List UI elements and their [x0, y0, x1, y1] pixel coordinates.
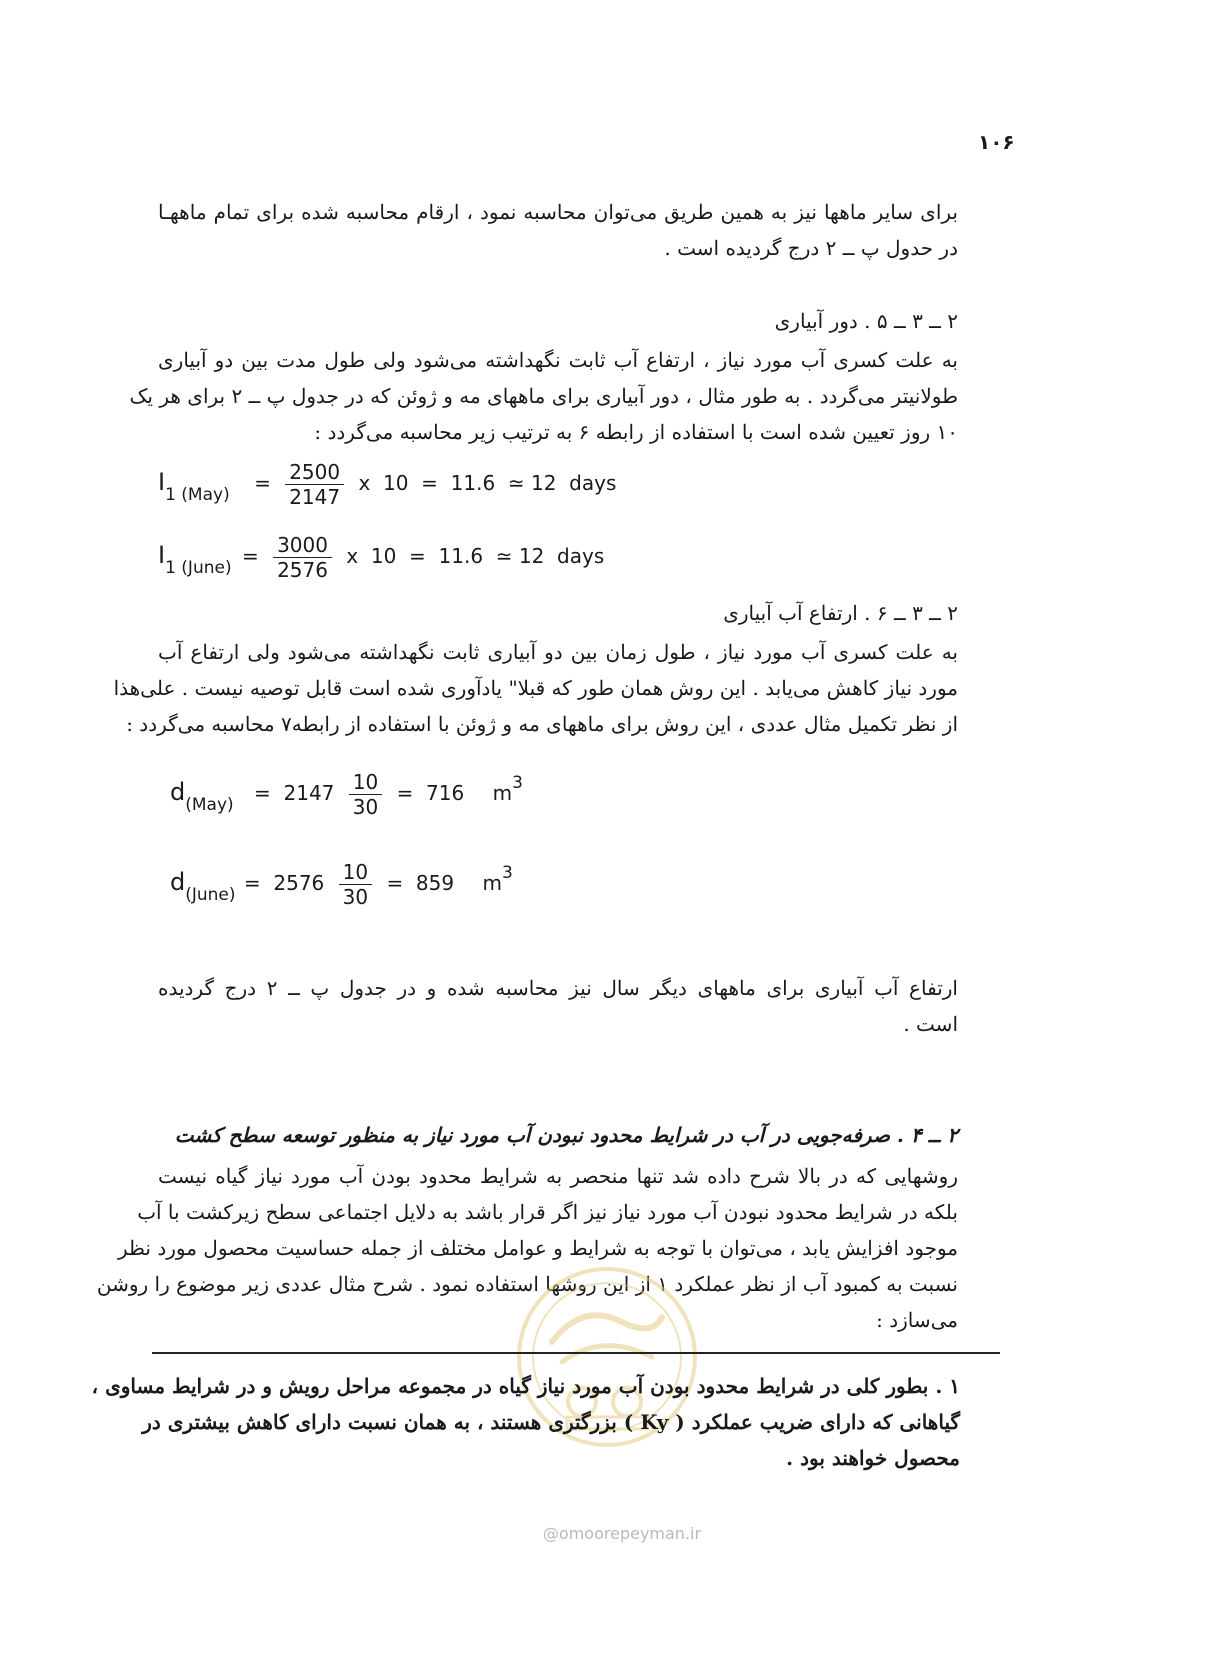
- equation-rest: x 10 = 11.6 ≃ 12 days: [346, 544, 605, 568]
- paragraph-line: برای سایر ماهها نیز به همین طریق می‌توان محاسبه نمود ، ارقام محاسبه شده برای تمام ماههـا: [158, 200, 958, 224]
- footnote-line: گیاهانی که دارای ضریب عملکرد ( Ky ) بزرگتری هستند ، به همان نسبت دارای کاهش بیشتری در: [142, 1410, 960, 1434]
- paragraph-4: [158, 970, 958, 1042]
- equation-fraction: [273, 533, 332, 582]
- equation-unit: m: [492, 781, 513, 805]
- paragraph-line: به علت کسری آب مورد نیاز ، ارتفاع آب ثابت نگهداشته می‌شود ولی طول مدت بین دو آبیاری: [158, 348, 958, 372]
- equation-unit: m: [482, 871, 502, 895]
- equation-subscript: (May): [185, 795, 234, 815]
- fraction-numerator: 3000: [273, 533, 332, 558]
- paragraph-line: موجود افزایش یابد ، می‌توان با توجه به شرایط و عوامل مختلف از جمله حساسیت محصول مورد نظر: [117, 1236, 958, 1260]
- equation-fraction: [349, 770, 382, 819]
- watermark-url: @omoorepeyman.ir: [542, 1524, 702, 1543]
- equation-depth-june: [170, 860, 513, 909]
- fraction-denominator: 2147: [289, 485, 341, 509]
- section-heading-water-saving: ۲ ــ ۴ . صرفه‌جویی در آب در شرایط محدود نبودن آب مورد نیاز به منظور توسعه سطح کشت: [174, 1123, 958, 1147]
- equation-lead: = 2147: [254, 781, 335, 805]
- equation-rest: x 10 = 11.6 ≃ 12 days: [358, 471, 617, 495]
- equation-interval-may: $I_{1 (May)}$ = $\frac{2500}{2147}$ x 10 = 11.6 ≃ 12 days: [158, 460, 617, 509]
- paragraph-line: ارتفاع آب آبیاری برای ماههای دیگر سال نیز محاسبه شده و در جدول پ ــ ۲ درج گردیده: [158, 976, 958, 1000]
- equation-exponent: 3: [501, 863, 513, 883]
- paragraph-line: بلکه در شرایط محدود نبودن آب مورد نیاز نیز اگر قرار باشد به دلایل اجتماعی سطح زیرکشت با آب: [137, 1200, 958, 1224]
- paragraph-3: [113, 634, 958, 742]
- paragraph-line: ۱۰ روز تعیین شده است با استفاده از رابطه ۶ به ترتیب زیر محاسبه می‌گردد :: [314, 420, 958, 444]
- equation-symbol: I: [158, 541, 166, 569]
- section-heading-irrigation-depth: ۲ ــ ۳ ــ ۶ . ارتفاع آب آبیاری: [723, 601, 958, 625]
- equation-depth-may: [170, 770, 523, 819]
- paragraph-1: [158, 194, 958, 266]
- equation-symbol: d: [170, 868, 186, 896]
- paragraph-line: مورد نیاز کاهش می‌یابد . این روش همان طور که قبلا" یادآوری شده است قابل توصیه نیست . علی‌هذا: [113, 676, 958, 700]
- fraction-numerator: 10: [339, 860, 372, 885]
- paragraph-line: به علت کسری آب مورد نیاز ، طول زمان بین دو آبیاری ثابت نگهداشته می‌شود ولی ارتفاع آب: [158, 640, 958, 664]
- footnote-line: محصول خواهند بود .: [786, 1446, 960, 1470]
- paragraph-line: نسبت به کمبود آب از نظر عملکرد ۱ از این روشها استفاده نمود . شرح مثال عددی زیر موضوع را روشن: [96, 1272, 958, 1296]
- equation-subscript: 1 (May): [165, 485, 230, 505]
- equation-subscript: 1 (June): [165, 558, 232, 578]
- paragraph-line: می‌سازد :: [876, 1308, 958, 1332]
- page-number: ۱۰۶: [978, 130, 1015, 154]
- section-heading-irrigation-interval: ۲ ــ ۳ ــ ۵ . دور آبیاری: [774, 309, 958, 333]
- fraction-denominator: 30: [342, 885, 369, 909]
- equation-lead: = 2576: [243, 871, 325, 895]
- equation-rest: = 716: [396, 781, 465, 805]
- paragraph-2: [129, 342, 958, 450]
- paragraph-line: از نظر تکمیل مثال عددی ، این روش برای ماههای مه و ژوئن با استفاده از رابطه۷ محاسبه می‌گردد :: [126, 712, 958, 736]
- paragraph-line: طولانیتر می‌گردد . به طور مثال ، دور آبیاری برای ماههای مه و ژوئن که در جدول پ ــ ۲ برای هر یک: [129, 384, 958, 408]
- footnote-line: ۱ . بطور کلی در شرایط محدود بودن آب مورد نیاز گیاه در مجموعه مراحل رویش و در شرایط مساوی ،: [91, 1374, 960, 1398]
- paragraph-line: روشهایی که در بالا شرح داده شد تنها منحصر به شرایط محدود بودن آب مورد نیاز گیاه نیست: [158, 1164, 958, 1188]
- equation-symbol: d: [170, 778, 186, 806]
- equation-fraction: [285, 460, 344, 509]
- equation-symbol: I: [158, 468, 166, 496]
- equation-exponent: 3: [512, 773, 523, 793]
- equation-interval-june: $I_{1 (June)}$ = $\frac{3000}{2576}$ x 10 = 11.6 ≃ 12 days: [158, 533, 605, 582]
- equation-subscript: (June): [185, 885, 236, 905]
- equation-fraction: [339, 860, 372, 909]
- footnote: [91, 1368, 960, 1476]
- fraction-denominator: 30: [352, 795, 379, 819]
- fraction-numerator: 2500: [285, 460, 344, 485]
- fraction-denominator: 2576: [277, 558, 328, 582]
- equation-rest: = 859: [386, 871, 455, 895]
- footnote-divider: [152, 1352, 1000, 1354]
- paragraph-line: است .: [903, 1012, 958, 1036]
- paragraph-line: در حدول پ ــ ۲ درج گردیده است .: [664, 236, 958, 260]
- fraction-numerator: 10: [349, 770, 382, 795]
